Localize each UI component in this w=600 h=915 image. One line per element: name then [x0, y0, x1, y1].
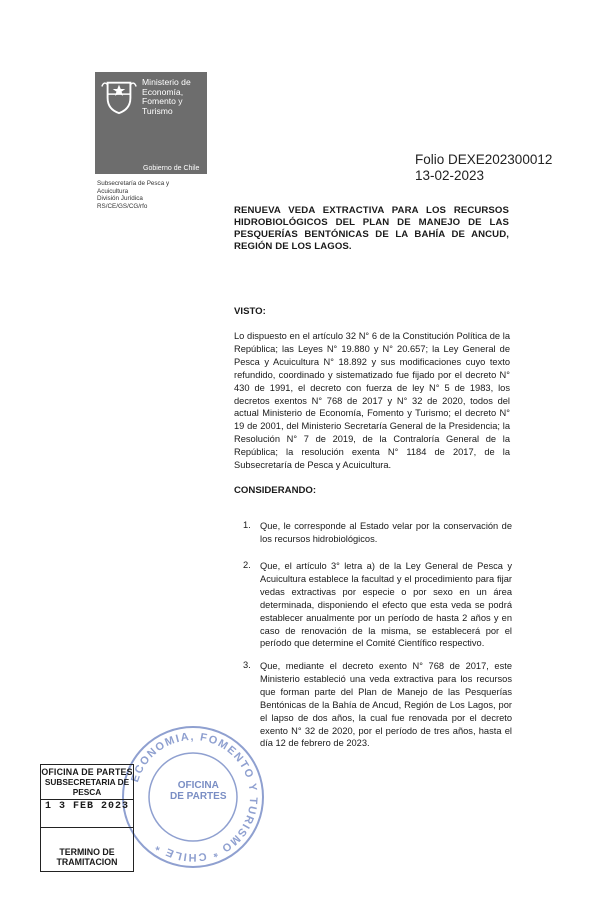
item-number: 1.: [243, 520, 251, 530]
office-seal: [118, 722, 268, 872]
document-date: 13-02-2023: [415, 168, 485, 183]
item-number: 3.: [243, 660, 251, 670]
subsecretaria-line: Subsecretaría de Pesca y: [97, 180, 170, 187]
considerando-item-text: Que, el artículo 3° letra a) de la Ley General de Pesca y Acuicultura establece la facultad y el procedimiento para fijar vedas extractivas por especie o por sexo en un área determinada, disponiendo el efecto que esta veda se podrá establecer anualmente por un período de hasta 2 años y en caso de renovación de la misma, se establecerá por el período que determine el Comité Científico respectivo.: [260, 561, 512, 649]
ministry-logo: [95, 72, 207, 174]
folio-number: Folio DEXE202300012: [415, 152, 553, 167]
office-stamp: [40, 764, 134, 872]
government-label: Gobierno de Chile: [143, 165, 200, 172]
stamp-date: 1 3 FEB 2023: [44, 801, 129, 812]
visto-heading: VISTO:: [234, 306, 266, 317]
stamp-divider: [41, 827, 133, 828]
subsecretaria-line: Acuicultura: [97, 187, 129, 195]
stamp-office-label: OFICINA DE PARTES: [41, 767, 133, 777]
coat-of-arms-icon: [100, 77, 138, 115]
considerando-item-text: Que, le corresponde al Estado velar por la conservación de los recursos hidrobiológicos.: [260, 521, 512, 544]
seal-center-line: DE PARTES: [170, 791, 227, 802]
stamp-status-label: TERMINO DE TRAMITACION: [56, 847, 118, 867]
item-number: 2.: [243, 560, 251, 570]
document-title: RENUEVA VEDA EXTRACTIVA PARA LOS RECURSOS HIDROBIOLÓGICOS DEL PLAN DE MANEJO DE LAS PESQUERÍAS BENTÓNICAS DE LA BAHÍA DE ANCUD, REGIÓN DE LOS LAGOS.: [234, 205, 509, 252]
reference-initials: RS/CE/GS/CG/rfo: [97, 202, 148, 210]
considerando-heading: CONSIDERANDO:: [234, 485, 317, 496]
subsecretaria-block: [97, 180, 187, 210]
seal-center-text: [170, 780, 227, 802]
considerando-item-text: Que, mediante el decreto exento N° 768 de 2017, este Ministerio estableció una veda extractiva para los recursos que forman parte del Plan de Manejo de las Pesquerías Bentónicas de la Bahía de Ancud, Región de Los Lagos, por el lapso de dos años, la cual fue renovada por el decreto exento N° 32 de 2020, por el período de tres años, hasta el día 12 de febrero de 2023.: [260, 661, 512, 749]
visto-paragraph: Lo dispuesto en el artículo 32 N° 6 de la Constitución Política de la República; las Leyes N° 19.880 y N° 20.657; la Ley General de Pesca y Acuicultura N° 18.892 y sus modificaciones cuyo texto refundido, coordinado y sistematizado fue fijado por el decreto N° 430 de 1991, el decreto con fuerza de ley N° 5 de 1983, los decretos exentos N° 768 de 2017 y N° 32 de 2020, todos del actual Ministerio de Economía, Fomento y Turismo; el decreto N° 19 de 2001, del Ministerio Secretaría General de la Presidencia; la Resolución N° 7 de 2019, de la Contraloría General de la República; la resolución exenta N° 1184 de 2017, de la Subsecretaría de Pesca y Acuicultura.: [234, 331, 510, 471]
division-line: División Jurídica: [97, 195, 143, 203]
seal-ring-text: ECONOMIA, FOMENTO Y TURISMO * CHILE *: [129, 730, 260, 864]
stamp-subsecretaria-label: SUBSECRETARIA DE PESCA: [41, 777, 133, 800]
seal-center-line: OFICINA: [177, 780, 219, 791]
folio-block: [415, 152, 552, 184]
ministry-name: Ministerio de Economía, Fomento y Turismo: [142, 77, 191, 116]
